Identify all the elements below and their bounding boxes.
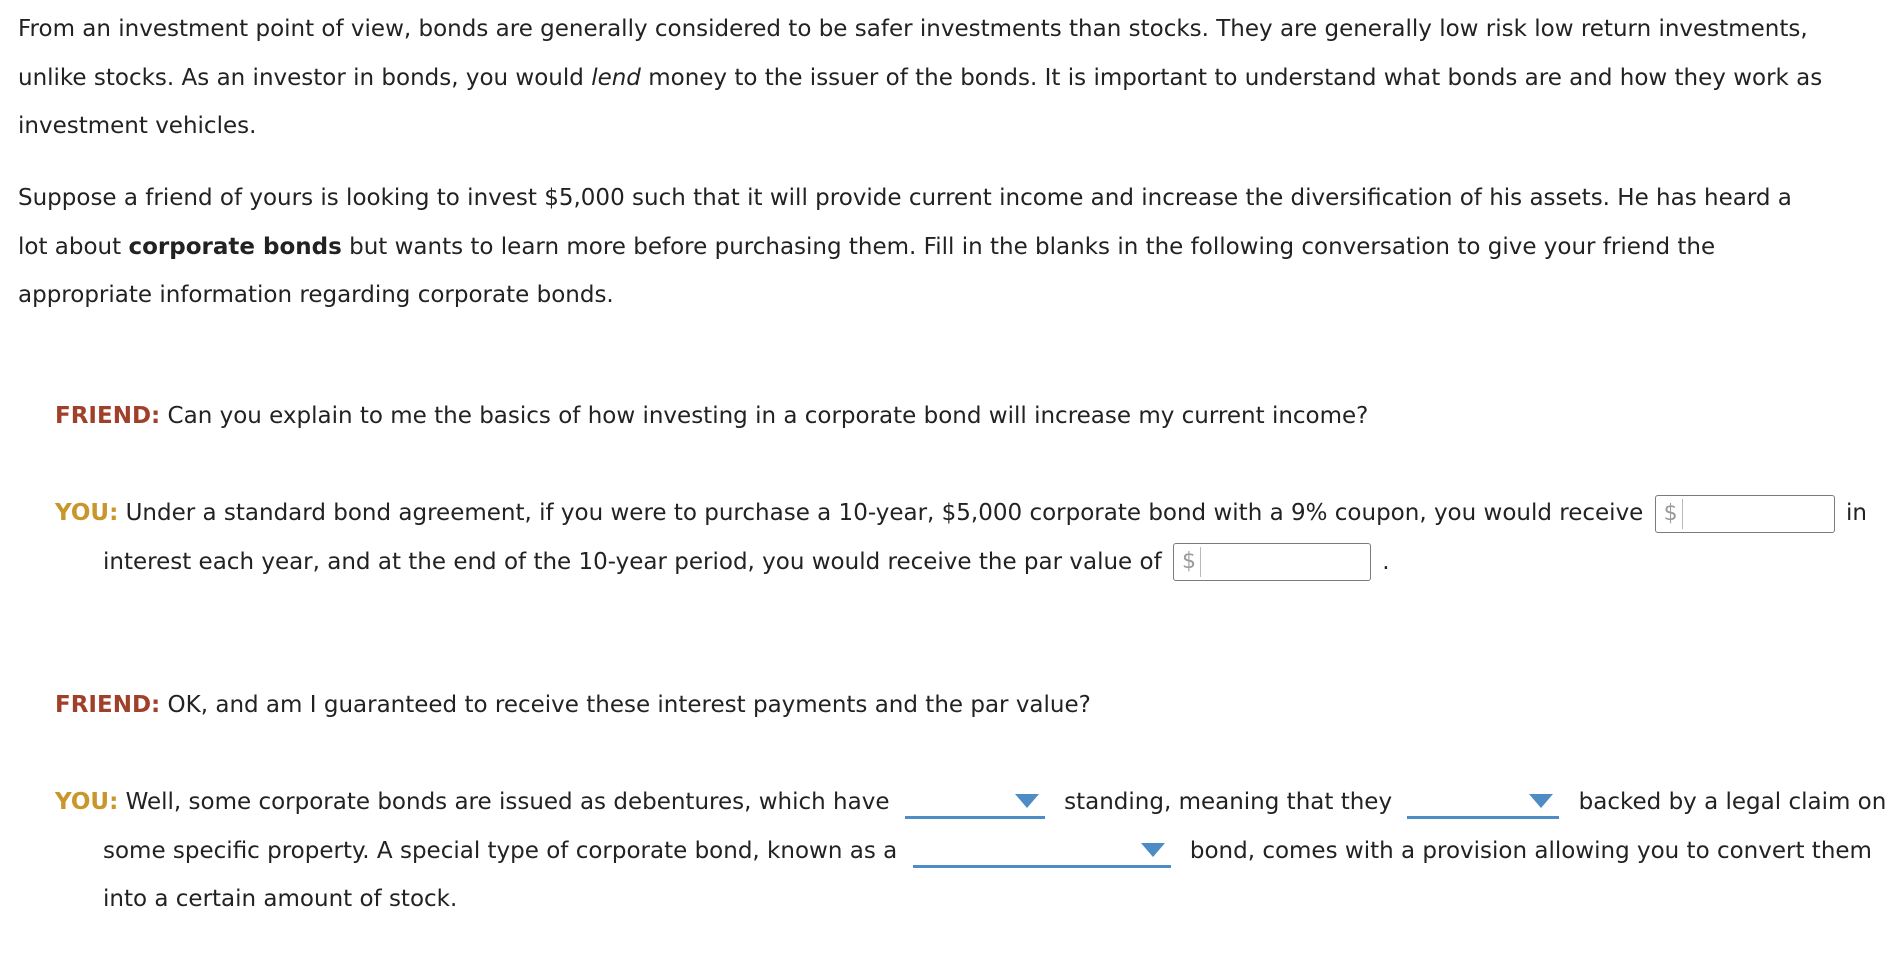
you-answer-2 — [55, 778, 1888, 924]
you-label: YOU: — [55, 789, 119, 815]
you-answer-1-text-1: Under a standard bond agreement, if you were to purchase a 10-year, $5,000 corporate bond with a 9% coupon, you would receive — [118, 500, 1651, 526]
friend-label: FRIEND: — [55, 692, 161, 718]
friend-question-2 — [55, 681, 1835, 730]
scenario-bold: corporate bonds — [128, 233, 342, 260]
friend-label: FRIEND: — [55, 403, 161, 429]
scenario-paragraph — [18, 174, 1828, 320]
you-answer-2-text-4: bond, comes with a provision allowing you to convert them into a certain amount of stock. — [103, 837, 1872, 912]
dropdown-arrow-icon — [1015, 794, 1039, 808]
intro-text-2: money to the issuer of the bonds. It is important to understand what bonds are and how they work as investment vehicles. — [18, 64, 1823, 139]
dollar-sign-icon: $ — [1660, 499, 1683, 529]
friend-question-2-text: OK, and am I guaranteed to receive these interest payments and the par value? — [160, 692, 1091, 718]
you-answer-2-text-1: Well, some corporate bonds are issued as debentures, which have — [118, 789, 897, 815]
friend-question-1-text: Can you explain to me the basics of how investing in a corporate bond will increase my current income? — [160, 403, 1369, 429]
par-value-input[interactable] — [1204, 547, 1370, 579]
dollar-sign-icon: $ — [1178, 547, 1201, 577]
you-answer-1-text-3: . — [1375, 548, 1390, 575]
scenario-text-2: but wants to learn more before purchasing them. Fill in the blanks in the following conversation to give your friend the appropriate information regarding corporate bonds. — [18, 233, 1716, 308]
you-answer-1-text-2: in interest each year, and at the end of the 10-year period, you would receive the par value of — [103, 500, 1867, 575]
friend-question-1 — [55, 392, 1835, 441]
intro-paragraph — [18, 5, 1828, 151]
you-answer-1 — [55, 489, 1883, 586]
standing-dropdown[interactable] — [905, 786, 1045, 819]
intro-emphasis: lend — [591, 64, 641, 91]
scenario-text-1: Suppose a friend of yours is looking to invest $5,000 such that it will provide current income and increase the diversification of his assets. He has heard a lot about — [18, 185, 1792, 260]
you-label: YOU: — [55, 500, 119, 526]
backed-dropdown[interactable] — [1407, 786, 1559, 819]
intro-text-1: From an investment point of view, bonds are generally considered to be safer investments than stocks. They are generally low risk low return investments, unlike stocks. As an investor in bonds, you would — [18, 16, 1808, 91]
bond-type-dropdown[interactable] — [913, 835, 1171, 868]
dropdown-arrow-icon — [1529, 794, 1553, 808]
you-answer-2-text-2: standing, meaning that they — [1056, 789, 1400, 815]
interest-amount-field[interactable] — [1655, 495, 1835, 533]
you-answer-2-text-3: backed by a legal claim on some specific property. A special type of corporate bond, known as a — [103, 789, 1887, 864]
interest-amount-input[interactable] — [1686, 499, 1834, 531]
par-value-field[interactable] — [1173, 543, 1371, 581]
dropdown-arrow-icon — [1141, 843, 1165, 857]
